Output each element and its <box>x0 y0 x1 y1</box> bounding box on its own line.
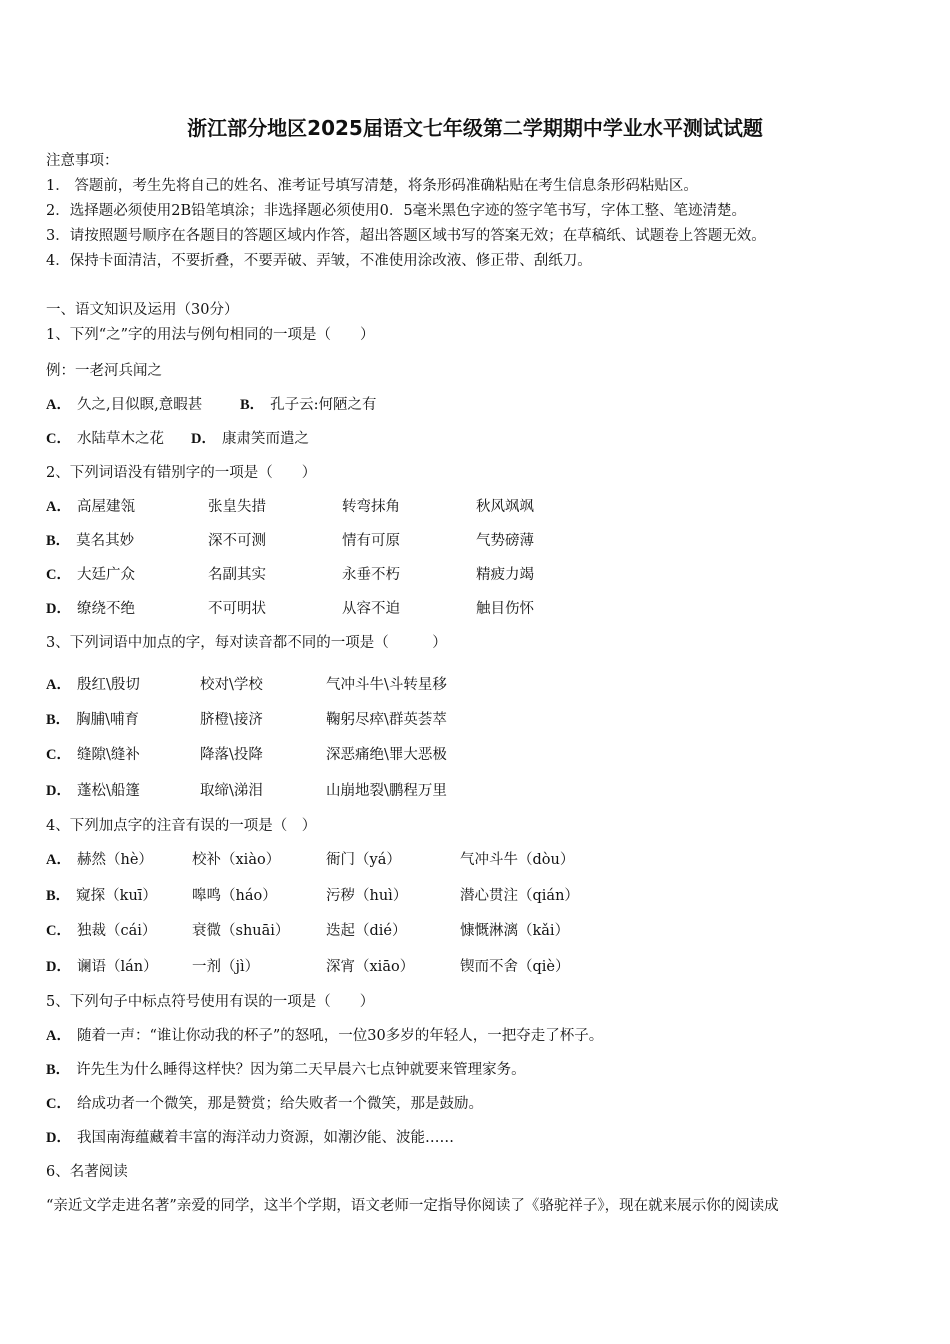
notes-item: 2．选择题必须使用2B铅笔填涂；非选择题必须使用0．5毫米黑色字迹的签字笔书写，字体工整、笔迹清楚。 <box>46 203 747 219</box>
question-3-option-b <box>46 710 139 730</box>
question-2-option-b <box>46 531 134 551</box>
option-word: 精疲力竭 <box>476 567 534 583</box>
option-word: 深宵（xiāo） <box>326 959 415 975</box>
option-word: 赫然（hè） <box>76 852 153 868</box>
question-5-option-a <box>46 1026 603 1046</box>
notes-item: 4．保持卡面清洁，不要折叠，不要弄破、弄皱，不准使用涂改液、修正带、刮纸刀。 <box>46 253 592 269</box>
option-label: D． <box>46 1130 71 1146</box>
option-word: 不可明状 <box>208 601 266 617</box>
option-label: D． <box>46 783 71 799</box>
option-word: 慷慨淋漓（kǎi） <box>460 923 570 939</box>
option-word: 高屋建瓴 <box>76 499 135 515</box>
option-label: B． <box>46 1062 71 1078</box>
notes-item: 3．请按照题号顺序在各题目的答题区域内作答，超出答题区域书写的答案无效；在草稿纸、试题卷上答题无效。 <box>46 228 766 244</box>
option-word: 气冲斗牛\斗转星移 <box>326 677 447 693</box>
option-label: C． <box>46 747 71 763</box>
option-label: C． <box>46 1096 71 1112</box>
question-4-option-b <box>46 886 157 906</box>
option-word: 气冲斗牛（dòu） <box>460 852 575 868</box>
option-word: 深不可测 <box>208 533 266 549</box>
option-label: C． <box>46 923 71 939</box>
option-text: 我国南海蕴藏着丰富的海洋动力资源，如潮汐能、波能…… <box>76 1130 454 1146</box>
question-3-option-d <box>46 781 140 801</box>
section-heading: 一、语文知识及运用（30分） <box>46 302 239 318</box>
option-word: 嗥鸣（háo） <box>192 888 277 904</box>
option-word: 名副其实 <box>208 567 266 583</box>
option-word: 潜心贯注（qián） <box>460 888 579 904</box>
question-1-option-d <box>191 429 309 449</box>
option-word: 气势磅薄 <box>476 533 534 549</box>
option-label: C． <box>46 567 71 583</box>
question-1-option-c <box>46 429 164 449</box>
option-text: 孔子云:何陋之有 <box>270 397 377 413</box>
option-word: 锲而不舍（qiè） <box>460 959 570 975</box>
option-label: D． <box>46 959 71 975</box>
option-word: 胸脯\哺育 <box>76 712 140 728</box>
question-2-option-d <box>46 599 135 619</box>
option-word: 蓬松\船篷 <box>76 783 140 799</box>
option-label: A． <box>46 852 71 868</box>
question-5-option-b <box>46 1060 526 1080</box>
option-label: A． <box>46 499 71 515</box>
option-label: C． <box>46 431 71 447</box>
option-label: A． <box>46 677 71 693</box>
option-word: 深恶痛绝\罪大恶极 <box>326 747 447 763</box>
question-6-stem: 6、名著阅读 <box>46 1164 128 1180</box>
question-6-intro: “亲近文学走进名著”亲爱的同学，这半个学期，语文老师一定指导你阅读了《骆驼祥子》，现在就来展示你的阅读成 <box>46 1198 779 1214</box>
option-word: 触目伤怀 <box>476 601 534 617</box>
option-word: 缝隙\缝补 <box>76 747 140 763</box>
option-word: 从容不迫 <box>342 601 400 617</box>
question-3-option-a <box>46 675 140 695</box>
option-word: 谰语（lán） <box>76 959 158 975</box>
option-text: 给成功者一个微笑，那是赞赏；给失败者一个微笑，那是鼓励。 <box>76 1096 483 1112</box>
notes-item: 1． 答题前，考生先将自己的姓名、准考证号填写清楚，将条形码准确粘贴在考生信息条形码粘贴区。 <box>46 178 698 194</box>
option-word: 迭起（dié） <box>326 923 407 939</box>
option-word: 秋风飒飒 <box>476 499 534 515</box>
question-4-option-c <box>46 921 156 941</box>
option-label: A． <box>46 397 71 413</box>
notes-heading: 注意事项： <box>46 153 119 169</box>
question-1-example: 例：一老河兵闻之 <box>46 363 162 379</box>
question-2-option-c <box>46 565 135 585</box>
question-1-stem: 1、下列“之”字的用法与例句相同的一项是（ ） <box>46 327 375 343</box>
question-3-option-c <box>46 745 140 765</box>
question-2-stem: 2、下列词语没有错别字的一项是（ ） <box>46 465 317 481</box>
question-1-option-a <box>46 395 202 415</box>
option-word: 校对\学校 <box>200 677 263 693</box>
option-label: D． <box>46 601 71 617</box>
option-word: 殷红\殷切 <box>76 677 140 693</box>
option-text: 许先生为什么睡得这样快？因为第二天早晨六七点钟就要来管理家务。 <box>76 1062 526 1078</box>
option-word: 缭绕不绝 <box>76 601 135 617</box>
option-word: 莫名其妙 <box>76 533 135 549</box>
option-word: 衰微（shuāi） <box>192 923 290 939</box>
question-5-option-d <box>46 1128 454 1148</box>
option-word: 转弯抹角 <box>342 499 400 515</box>
option-word: 校补（xiào） <box>192 852 281 868</box>
option-label: D． <box>191 431 216 447</box>
option-word: 大廷广众 <box>76 567 135 583</box>
question-4-option-d <box>46 957 158 977</box>
question-1-option-b <box>240 395 377 415</box>
option-word: 鞠躬尽瘁\群英荟萃 <box>326 712 447 728</box>
question-2-option-a <box>46 497 135 517</box>
option-label: B． <box>46 533 71 549</box>
option-word: 脐橙\接济 <box>200 712 263 728</box>
option-word: 永垂不朽 <box>342 567 400 583</box>
option-label: B． <box>240 397 265 413</box>
question-4-option-a <box>46 850 153 870</box>
option-word: 张皇失措 <box>208 499 266 515</box>
page-title: 浙江部分地区2025届语文七年级第二学期期中学业水平测试试题 <box>187 116 763 140</box>
option-label: A． <box>46 1028 71 1044</box>
option-word: 独裁（cái） <box>76 923 157 939</box>
option-word: 污秽（huì） <box>326 888 408 904</box>
option-word: 降落\投降 <box>200 747 263 763</box>
option-word: 山崩地裂\鹏程万里 <box>326 783 447 799</box>
option-text: 久之,目似瞑,意暇甚 <box>76 397 203 413</box>
option-text: 随着一声：“谁让你动我的杯子”的怒吼，一位30多岁的年轻人，一把夺走了杯子。 <box>76 1028 604 1044</box>
option-text: 康肃笑而遣之 <box>221 431 309 447</box>
question-5-option-c <box>46 1094 483 1114</box>
option-word: 取缔\涕泪 <box>200 783 263 799</box>
option-label: B． <box>46 712 71 728</box>
question-3-stem: 3、下列词语中加点的字，每对读音都不同的一项是（ ） <box>46 635 447 651</box>
question-4-stem: 4、下列加点字的注音有误的一项是（ ） <box>46 818 317 834</box>
option-label: B． <box>46 888 71 904</box>
option-word: 一剂（jì） <box>192 959 260 975</box>
option-text: 水陆草木之花 <box>76 431 164 447</box>
question-5-stem: 5、下列句子中标点符号使用有误的一项是（ ） <box>46 994 375 1010</box>
option-word: 窥探（kuī） <box>76 888 157 904</box>
option-word: 衙门（yá） <box>326 852 401 868</box>
option-word: 情有可原 <box>342 533 400 549</box>
